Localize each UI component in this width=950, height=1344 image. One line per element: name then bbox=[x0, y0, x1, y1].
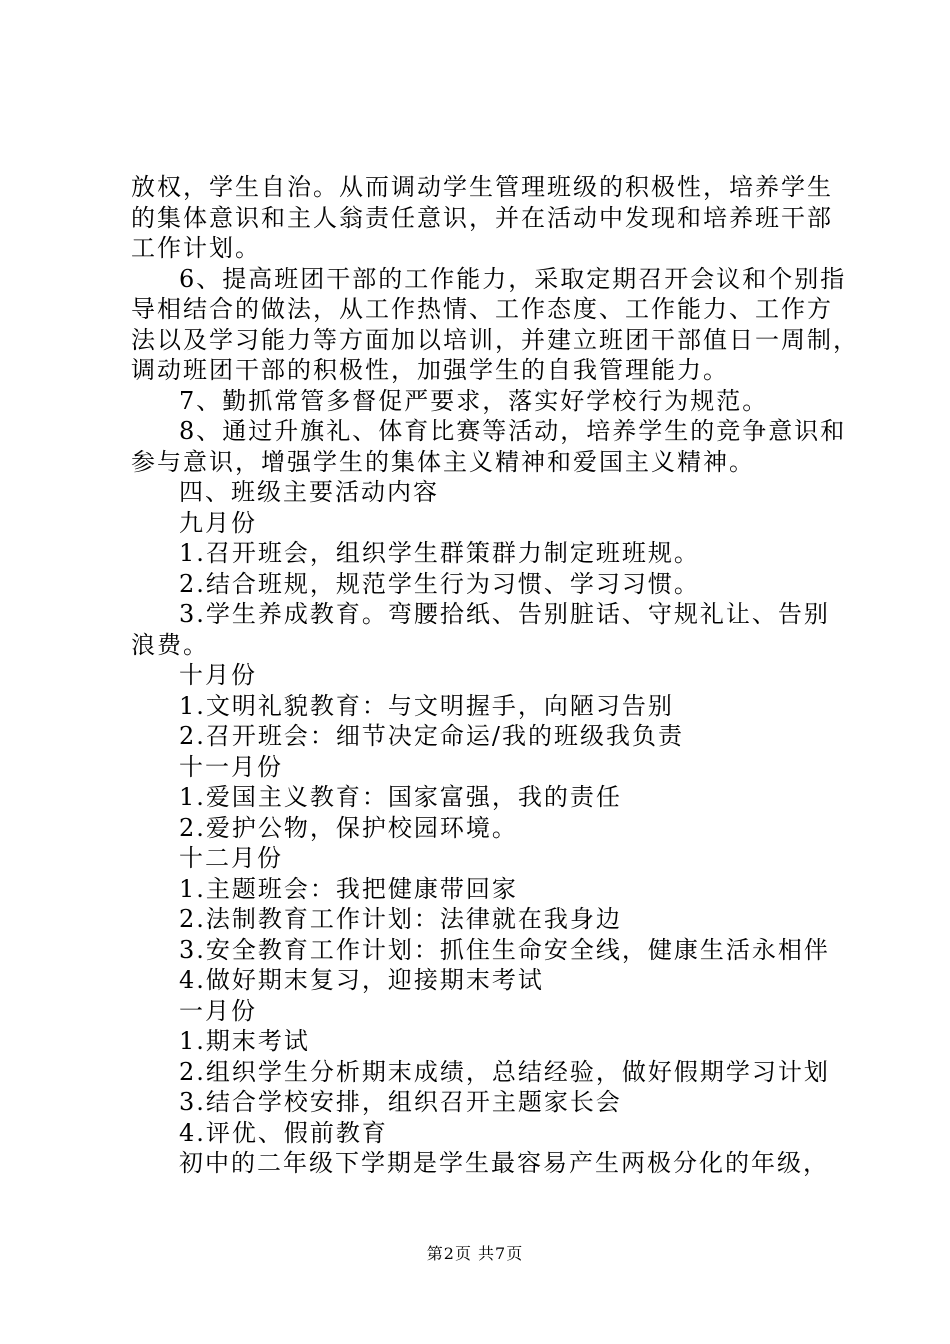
text-line: 6、提高班团干部的工作能力，采取定期召开会议和个别指 bbox=[179, 264, 847, 293]
list-item: 1.期末考试 bbox=[179, 1027, 310, 1055]
list-item: 4.做好期末复习，迎接期末考试 bbox=[179, 966, 544, 994]
list-item: 4.评优、假前教育 bbox=[179, 1118, 388, 1147]
month-heading: 十一月份 bbox=[179, 752, 283, 781]
list-item: 2.组织学生分析期末成绩，总结经验，做好假期学习计划 bbox=[179, 1057, 830, 1086]
list-item: 2.结合班规，规范学生行为习惯、学习习惯。 bbox=[179, 569, 700, 598]
list-item: 3.学生养成教育。弯腰拾纸、告别脏话、守规礼让、告别 bbox=[179, 600, 830, 628]
text-line: 参与意识，增强学生的集体主义精神和爱国主义精神。 bbox=[131, 447, 755, 476]
month-heading: 一月份 bbox=[179, 996, 257, 1025]
text-line: 初中的二年级下学期是学生最容易产生两极分化的年级， bbox=[179, 1149, 829, 1177]
month-heading: 十月份 bbox=[179, 661, 257, 689]
page-number-footer: 第2页 共7页 bbox=[426, 1244, 524, 1263]
list-item: 3.结合学校安排，组织召开主题家长会 bbox=[179, 1088, 622, 1116]
text-line: 调动班团干部的积极性，加强学生的自我管理能力。 bbox=[131, 356, 729, 384]
text-line: 导相结合的做法，从工作热情、工作态度、工作能力、工作方 bbox=[131, 295, 833, 323]
text-line: 浪费。 bbox=[131, 630, 209, 659]
list-item: 2.召开班会：细节决定命运/我的班级我负责 bbox=[179, 722, 684, 750]
list-item: 1.文明礼貌教育：与文明握手，向陋习告别 bbox=[179, 691, 674, 720]
document-body bbox=[0, 172, 950, 1179]
month-heading: 九月份 bbox=[179, 508, 257, 537]
text-line: 的集体意识和主人翁责任意识，并在活动中发现和培养班干部 bbox=[131, 203, 833, 232]
text-line: 8、通过升旗礼、体育比赛等活动，培养学生的竞争意识和 bbox=[179, 417, 847, 445]
text-line: 法以及学习能力等方面加以培训，并建立班团干部值日一周制， bbox=[131, 325, 859, 354]
list-item: 1.召开班会，组织学生群策群力制定班班规。 bbox=[179, 539, 700, 567]
list-item: 3.安全教育工作计划：抓住生命安全线，健康生活永相伴 bbox=[179, 935, 830, 964]
text-line: 7、勤抓常管多督促严要求，落实好学校行为规范。 bbox=[179, 386, 769, 415]
text-line: 放权，学生自治。从而调动学生管理班级的积极性，培养学生 bbox=[131, 173, 833, 201]
list-item: 2.法制教育工作计划：法律就在我身边 bbox=[179, 905, 622, 933]
list-item: 1.爱国主义教育：国家富强，我的责任 bbox=[179, 783, 622, 811]
list-item: 2.爱护公物，保护校园环境。 bbox=[179, 813, 518, 842]
text-line: 工作计划。 bbox=[131, 234, 261, 262]
month-heading: 十二月份 bbox=[179, 844, 283, 872]
section-heading: 四、班级主要活动内容 bbox=[179, 478, 439, 506]
list-item: 1.主题班会：我把健康带回家 bbox=[179, 874, 518, 903]
